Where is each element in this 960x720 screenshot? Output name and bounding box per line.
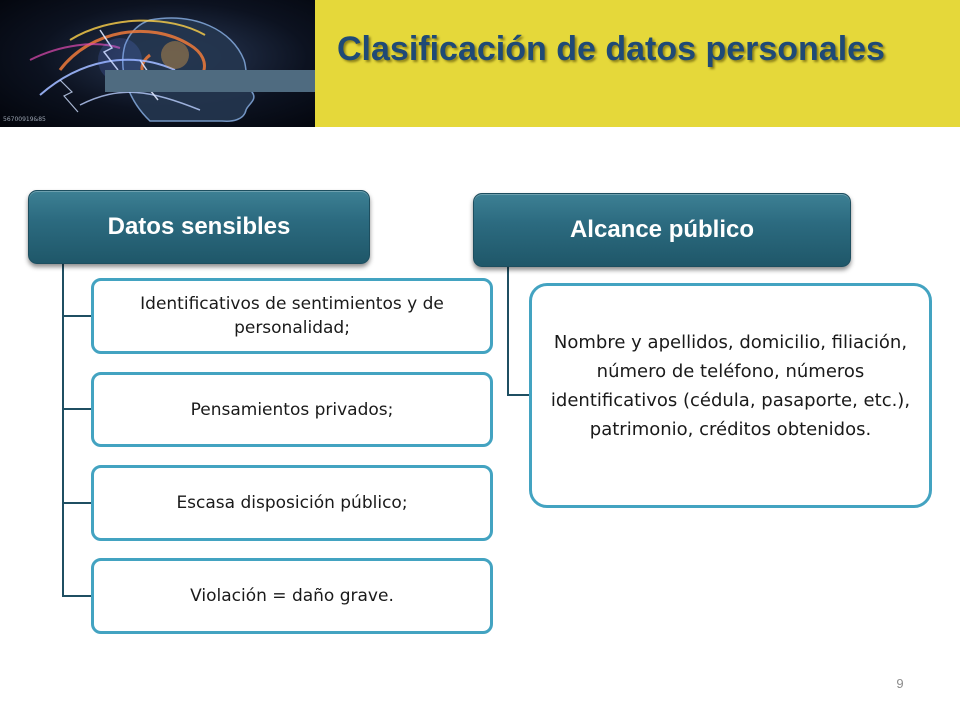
left-connector-1 [62,315,92,317]
page-title: Clasificación de datos personales [337,30,885,68]
left-connector-3 [62,502,92,504]
page-number: 9 [896,676,904,691]
header-accent-bar [105,70,315,92]
right-connector-1 [507,394,531,396]
glowing-head-icon [0,0,315,127]
sensibles-item-violacion [91,558,493,634]
publico-item-datos [529,283,932,508]
sensibles-item-text: Escasa disposición público; [176,493,408,513]
sensibles-item-text: Violación = daño grave. [190,586,394,606]
left-connector-2 [62,408,92,410]
sensibles-item-pensamientos [91,372,493,447]
alcance-publico-heading [473,193,851,267]
sensibles-item-disposicion [91,465,493,541]
image-credit: 56700919&85 [3,116,46,123]
sensibles-item-text: Identificativos de sentimientos y de personalidad; [140,294,444,338]
sensibles-item-text: Pensamientos privados; [190,399,394,420]
left-connector-4 [62,595,92,597]
sensibles-item-sentimientos [91,278,493,354]
datos-sensibles-heading [28,190,370,264]
right-connector-vertical [507,266,509,396]
datos-sensibles-label: Datos sensibles [107,213,291,240]
left-connector-vertical [62,262,64,597]
title-banner [0,0,960,127]
publico-item-text: Nombre y apellidos, domicilio, filiación, número de teléfono, números identificativos (cédula, pasaporte, etc.), patrimonio, créditos obtenidos. [550,331,911,440]
alcance-publico-label: Alcance público [569,216,755,243]
